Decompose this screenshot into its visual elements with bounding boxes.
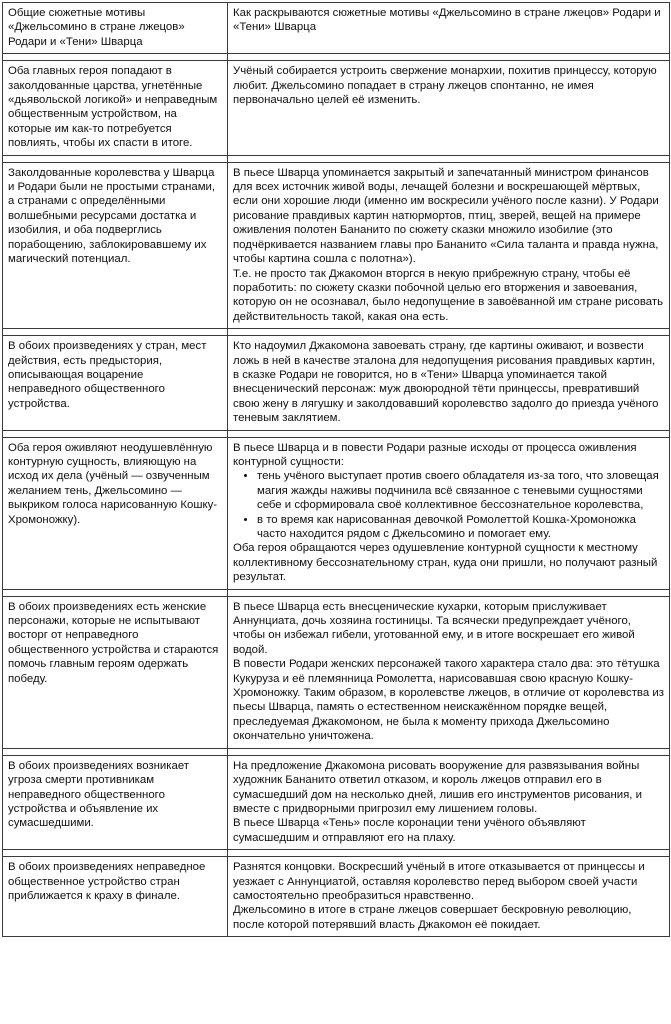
bullet-list — [233, 469, 664, 541]
table-row — [3, 596, 670, 748]
header-cell-motifs: Общие сюжетные мотивы «Джельсомино в стране лжецов» Родари и «Тени» Шварца — [3, 3, 228, 54]
paragraph: Кто надоумил Джакомона завоевать страну, где картины оживают, и возвести ложь в ней в качестве эталона для недопущения рисования правдивых картин, в сказке Родари не говорится, но в «Тени» Шварца упоминается такой внесценический персонаж: муж двоюродной тёти принцессы, превративший свою жену в лягушку и заколдовавший королевство задолго до приезда учёного теневым заклятием. — [233, 340, 659, 425]
disclosure-cell — [228, 162, 670, 328]
paragraph: В пьесе Шварца и в повести Родари разные исходы от процесса оживления контурной сущности: — [233, 441, 637, 468]
header-cell-disclosure: Как раскрываются сюжетные мотивы «Джельсомино в стране лжецов» Родари и «Тени» Шварца — [228, 3, 670, 54]
table-row — [3, 755, 670, 849]
table-row — [3, 857, 670, 937]
table-row — [3, 162, 670, 328]
list-item: • в то время как нарисованная девочкой Ромолеттой Кошка-Хромоножка часто находится рядом с Джельсомино и помогает ему. — [257, 513, 664, 542]
table-spacer — [3, 589, 670, 596]
motif-cell: Оба главных героя попадают в заколдованные царства, угнетённые «дьявольской логикой» и неправедным общественным устройством, на которые им как-то потребуется повлиять, чтобы их спасти в итоге. — [3, 61, 228, 155]
paragraph: Разнятся концовки. Воскресший учёный в итоге отказывается от принцессы и уезжает с Аннунциатой, оставляя королевство перед выбором своей участи самостоятельно преобразиться нравственно. — [233, 861, 645, 902]
table-spacer — [3, 329, 670, 336]
table-spacer — [3, 850, 670, 857]
paragraph: В пьесе Шварца «Тень» после коронации тени учёного объявляют сумасшедшим и отправляют его на плаху. — [233, 817, 586, 844]
table-header-row — [3, 3, 670, 54]
disclosure-cell — [228, 755, 670, 849]
motif-cell: В обоих произведениях есть женские персонажи, которые не испытывают восторг от неправедного общественного устройства и стараются помочь главным героям одержать победу. — [3, 596, 228, 748]
paragraph: В пьесе Шварца есть внесценические кухарки, которым прислуживает Аннунциата, дочь хозяина гостиницы. Та всячески предупреждает учёного, чтобы он избежал гибели, уготованной ему, и в итоге воскрешает его живой водой. — [233, 600, 635, 656]
comparison-table — [2, 2, 670, 937]
table-spacer — [3, 155, 670, 162]
table-spacer — [3, 430, 670, 437]
motif-cell: Заколдованные королевства у Шварца и Родари были не простыми странами, а странами с определёнными волшебными ресурсами достатка и изобилия, и оба подверглись порабощению, заблокировавшему их магический потенциал. — [3, 162, 228, 328]
paragraph: В пьесе Шварца упоминается закрытый и запечатанный министром финансов для всех источник живой воды, лечащей болезни и воскрешающей мёртвых, если они хорошие люди (именно им воскресили учёного после казни). У Родари рисование правдивых картин натюрмортов, птиц, зверей, вещей на примере оживления полотен Бананито по сюжету сказки множило изобилие (это подчёркивается названием главы про Бананито «Сила таланта и правда нужна, чтобы картина сошла с полотна»). — [233, 166, 659, 266]
motif-cell: Оба героя оживляют неодушевлённую контурную сущность, влияющую на исход их дела (учёный — озвученным желанием тень, Джельсомино — выкриком голоса нарисованную Кошку-Хромоножку). — [3, 437, 228, 589]
paragraph: Т.е. не просто так Джакомон вторгся в некую прибрежную страну, чтобы её поработить: по сюжету сказки побочной целью его вторжения и завоевания, которую он не осознавал, было недопущение в завоёванной им стране рисовать действительность такой, какая она есть. — [233, 267, 664, 323]
paragraph: Учёный собирается устроить свержение монархии, похитив принцессу, которую любит. Джельсомино попадает в страну лжецов спонтанно, не имея первоначально целей её изменить. — [233, 65, 657, 107]
disclosure-cell — [228, 61, 670, 155]
disclosure-cell — [228, 857, 670, 937]
motif-cell: В обоих произведениях неправедное общественное устройство стран приближается к краху в финале. — [3, 857, 228, 937]
table-spacer — [3, 748, 670, 755]
table-row — [3, 336, 670, 430]
table-row — [3, 437, 670, 589]
paragraph: Оба героя обращаются через одушевление контурной сущности к местному коллективному бессознательному стран, куда они пришли, но получают разный результат. — [233, 542, 658, 584]
paragraph: На предложение Джакомона рисовать вооружение для развязывания войны художник Бананито ответил отказом, и король лжецов отправил его в сумасшедший дом на несколько дней, лишив его инструментов рисования, и вместе с придворными пригрозил ему лишением головы. — [233, 759, 642, 815]
disclosure-cell — [228, 596, 670, 748]
disclosure-cell — [228, 336, 670, 430]
table-spacer — [3, 54, 670, 61]
disclosure-cell — [228, 437, 670, 589]
motif-cell: В обоих произведениях у стран, мест действия, есть предыстория, описывающая воцарение неправедного общественного устройства. — [3, 336, 228, 430]
motif-cell: В обоих произведениях возникает угроза смерти противникам неправедного общественного устройства и объявление их сумасшедшими. — [3, 755, 228, 849]
paragraph: Джельсомино в итоге в стране лжецов совершает бескровную революцию, после которой потерявший власть Джакомон её покидает. — [233, 904, 632, 931]
paragraph: В повести Родари женских персонажей такого характера стало два: это тётушка Кукуруза и её племянница Ромолетта, нарисовавшая свою красную Кошку-Хромоножку. Таким образом, в королевстве лжецов, в отличие от королевства из пьесы Шварца, память о естественном неискажённом порядке вещей, преследуемая Джакомоном, не была к моменту прихода Джельсомино окончательно уничтожена. — [233, 658, 664, 743]
table-row — [3, 61, 670, 155]
list-item: • тень учёного выступает против своего обладателя из-за того, что зловещая магия жажды наживы подчинила всё связанное с теневыми сущностями себе и сформировала своё коллективное бессознательное королевства, — [257, 469, 664, 512]
